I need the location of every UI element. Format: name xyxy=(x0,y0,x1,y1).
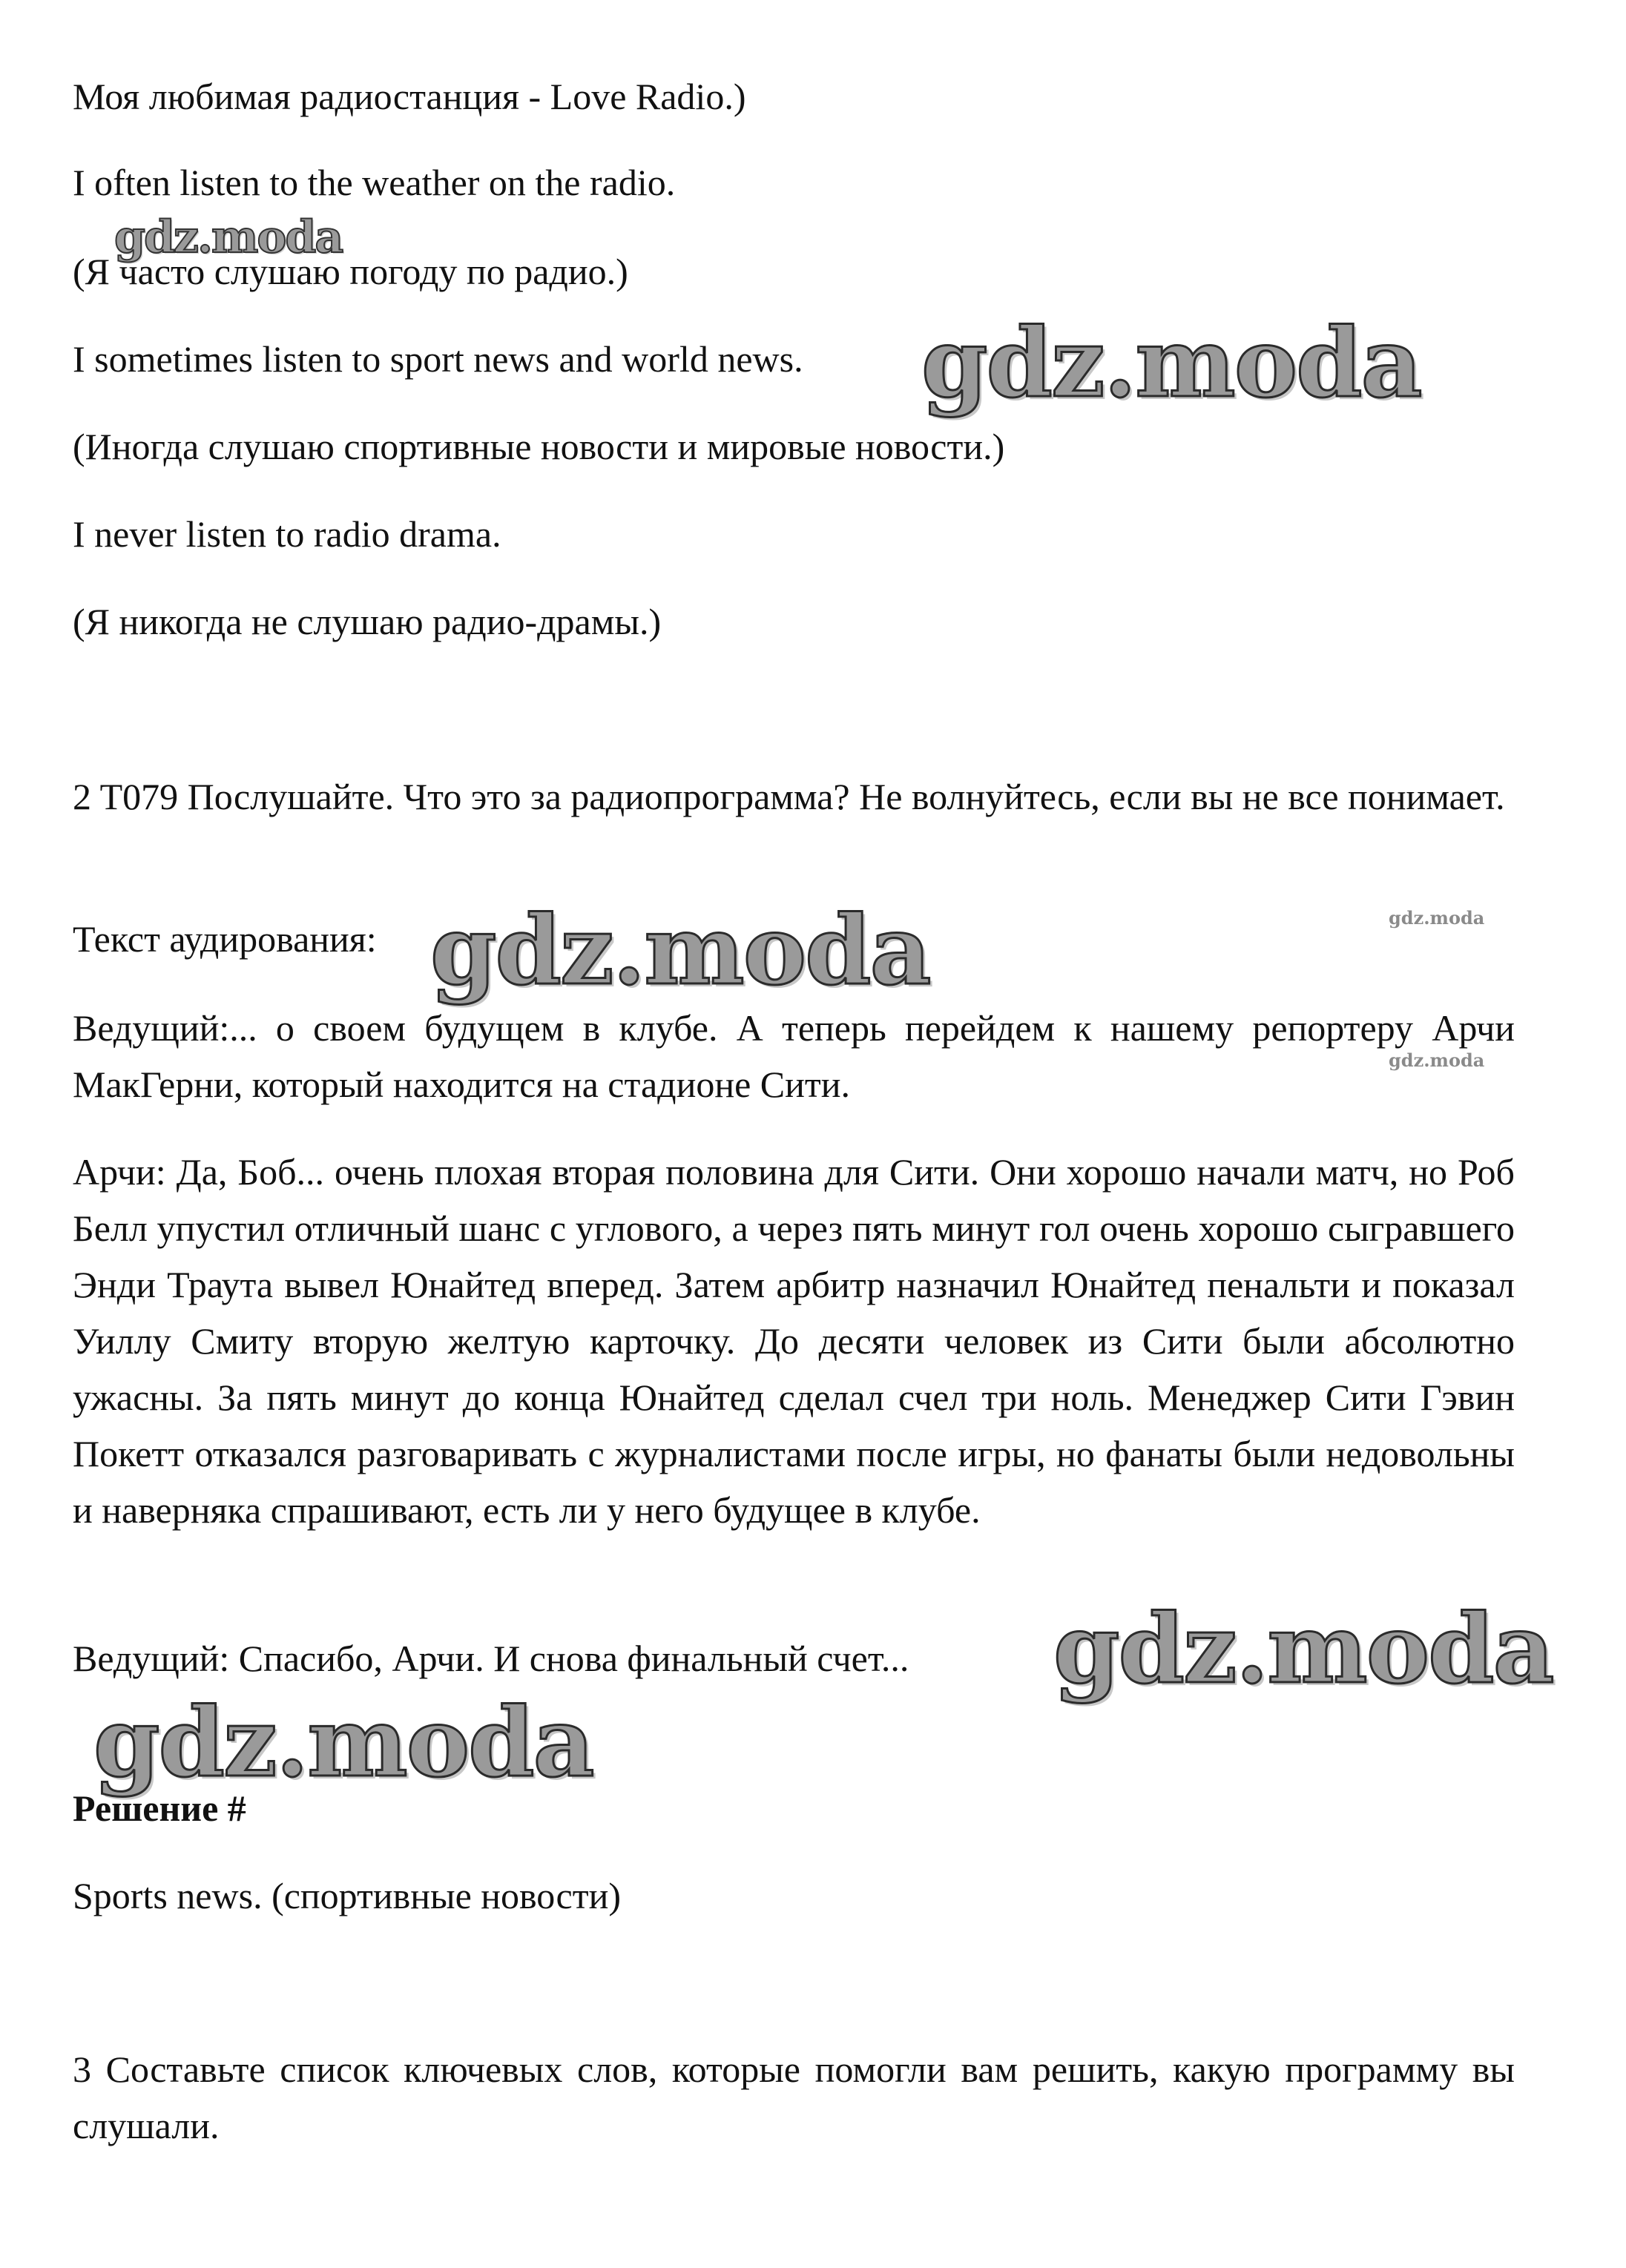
host-outro: Ведущий: Спасибо, Арчи. И снова финальный счет... xyxy=(73,1638,909,1679)
watermark-logo: gdz.moda xyxy=(1389,907,1485,929)
task-3-heading: 3 Составьте список ключевых слов, которые помогли вам решить, какую программу вы слушали. xyxy=(73,2048,1515,2146)
watermark-logo: gdz.moda xyxy=(430,895,930,1006)
paragraph-favorite-station: Моя любимая радиостанция - Love Radio.) xyxy=(73,76,746,117)
watermark-logo: gdz.moda xyxy=(921,308,1421,419)
solution-heading: Решение # xyxy=(73,1787,246,1829)
watermark-logo: gdz.moda xyxy=(1389,1049,1485,1071)
watermark-logo: gdz.moda xyxy=(93,1687,593,1799)
listening-text-label: Текст аудирования: xyxy=(73,918,377,960)
watermark-logo: gdz.moda xyxy=(1053,1594,1553,1705)
paragraph-sport-news-translation: (Иногда слушаю спортивные новости и мировые новости.) xyxy=(73,426,1005,467)
paragraph-weather: I often listen to the weather on the radio. xyxy=(73,162,676,203)
archie-report: Арчи: Да, Боб... очень плохая вторая половина для Сити. Они хорошо начали матч, но Роб Белл упустил отличный шанс с углового, а через пять минут гол очень хорошо сыгравшего Энди Траута вывел Юнайтед вперед. Затем арбитр назначил Юнайтед пенальти и показал Уиллу Смиту вторую желтую карточку. До десяти человек из Сити были абсолютно ужасны. За пять минут до конца Юнайтед сделал счел три ноль. Менеджер Сити Гэвин Покетт отказался разговаривать с журналистами после игры, но фанаты были недовольны и наверняка спрашивают, есть ли у него будущее в клубе. xyxy=(73,1151,1515,1531)
watermark-logo: gdz.moda xyxy=(114,211,343,263)
paragraph-radio-drama: I never listen to radio drama. xyxy=(73,513,501,555)
paragraph-radio-drama-translation: (Я никогда не слушаю радио-драмы.) xyxy=(73,601,662,642)
solution-answer: Sports news. (спортивные новости) xyxy=(73,1875,621,1916)
task-2-heading: 2 T079 Послушайте. Что это за радиопрограмма? Не волнуйтесь, если вы не все понимает. xyxy=(73,776,1505,817)
paragraph-weather-translation: (Я часто слушаю погоду по радио.) xyxy=(73,251,628,292)
paragraph-sport-news: I sometimes listen to sport news and world news. xyxy=(73,338,803,380)
host-intro: Ведущий:... о своем будущем в клубе. А теперь перейдем к нашему репортеру Арчи МакГерни, который находится на стадионе Сити. xyxy=(73,1007,1515,1105)
